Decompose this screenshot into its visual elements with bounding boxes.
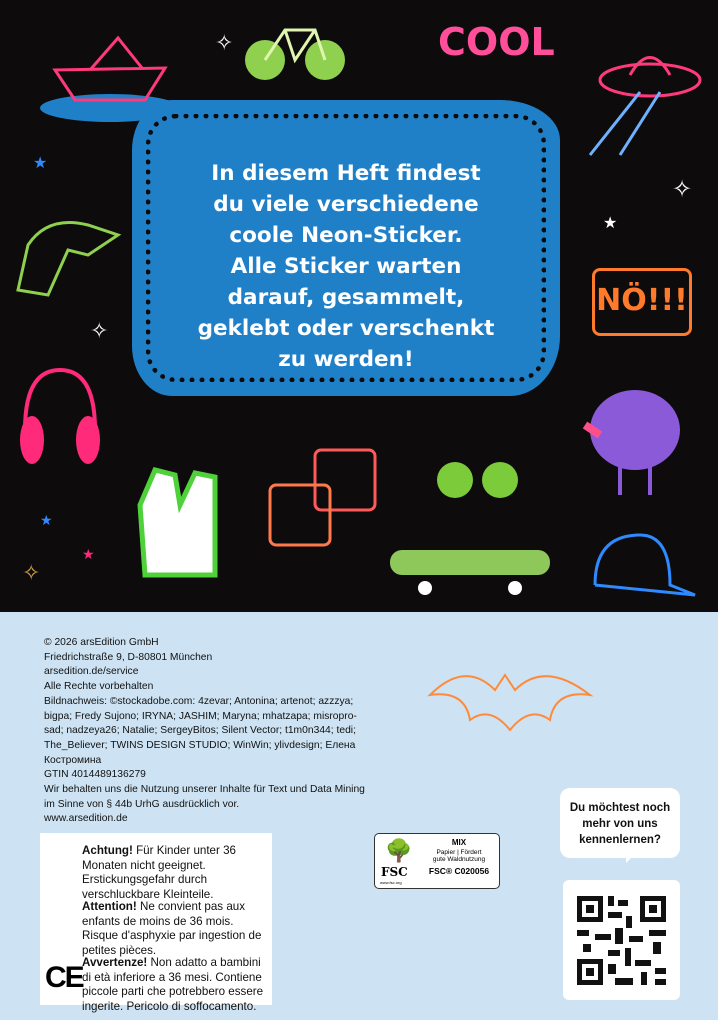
sparkle-icon: ✧	[215, 30, 234, 55]
dinosaur-sticker	[8, 205, 123, 300]
blurb-line: In diesem Heft findest	[211, 161, 481, 186]
fsc-label	[374, 833, 500, 889]
bicycle-sticker	[240, 15, 350, 85]
fsc-desc: gute Waldnutzung	[432, 856, 486, 863]
star-icon: ★	[82, 546, 95, 562]
noe-text: NÖ!!!	[596, 283, 688, 318]
skateboard-sticker	[385, 540, 555, 600]
qr-code[interactable]	[563, 880, 680, 1000]
warning-de	[82, 844, 272, 902]
noe-sticker	[592, 268, 692, 336]
headphones-sticker	[10, 360, 110, 470]
fsc-text-block	[419, 838, 499, 876]
ce-mark: CE	[45, 961, 83, 994]
fsc-desc: Papier | Fördert	[436, 849, 482, 856]
star-icon: ★	[33, 155, 48, 172]
blurb-line: zu werden!	[278, 347, 414, 372]
bat-sticker	[425, 650, 595, 740]
imprint-line: Wir behalten uns die Nutzung unserer Inhalte für Text und Data Mining im Sinne von § 44b UrhG ausdrücklich vor.	[44, 784, 365, 810]
blurb-box	[132, 100, 560, 396]
imprint-line: Bildnachweis: ©stockadobe.com: 4zevar; Antonina; artenot; azzzya; bigpa; Fredy Sujono; IRYNA; JASHIM; Maryna; mhatzapa; misropro-sad; nadzeya26; Natalie; SergeyBitos; Silent Vector; t1m0n344; tedi; The_Believer; TWINS DESIGN STUDIO; WinWin; ylivdesign; Елена Костромина	[44, 695, 357, 766]
imprint-line: Alle Rechte vorbehalten	[44, 681, 154, 693]
sparkle-icon: ✧	[672, 176, 693, 203]
monster-sticker	[575, 375, 685, 500]
blurb-text	[132, 158, 560, 375]
sunglasses-sticker	[430, 445, 530, 505]
imprint	[44, 636, 374, 827]
speech-bubble: Du möchtest noch mehr von uns kennenlernen?	[560, 788, 680, 858]
warning-text: Für Kinder unter 36 Monaten nicht geeignet. Erstickungsgefahr durch verschluckbare Kleinteile.	[82, 844, 236, 901]
fsc-url: www.fsc.org	[380, 880, 402, 885]
cool-sticker: COOL	[438, 20, 555, 64]
blurb-line: geklebt oder verschenkt	[197, 316, 495, 341]
imprint-line: GTIN 4014489136279	[44, 769, 146, 781]
warning-it	[82, 956, 272, 1014]
star-icon: ★	[40, 512, 53, 528]
safety-warning-box	[40, 833, 272, 1013]
qr-code-icon	[563, 880, 680, 1000]
fsc-code: FSC® C020056	[428, 866, 490, 876]
fsc-mix: MIX	[451, 838, 467, 847]
warning-heading: Avvertenze!	[82, 956, 148, 969]
sparkle-icon: ✧	[90, 318, 109, 343]
warning-fr	[82, 900, 272, 958]
imprint-line: arsedition.de/service	[44, 666, 139, 678]
imprint-line: © 2026 arsEdition GmbH	[44, 637, 159, 648]
blurb-line: du viele verschiedene	[213, 192, 479, 217]
blurb-line: darauf, gesammelt,	[227, 285, 465, 310]
imprint-line: Friedrichstraße 9, D-80801 München	[44, 651, 213, 663]
sparkle-icon: ✧	[22, 560, 41, 585]
fsc-tree-icon: 🌳	[385, 838, 413, 863]
blurb-line: coole Neon-Sticker.	[229, 223, 463, 248]
cap-sticker	[580, 525, 700, 605]
ufo-sticker	[570, 30, 710, 160]
peace-hand-sticker	[135, 465, 225, 585]
blurb-line: Alle Sticker warten	[230, 254, 462, 279]
warning-heading: Attention!	[82, 900, 137, 913]
warning-heading: Achtung!	[82, 844, 133, 857]
star-icon: ★	[603, 215, 618, 232]
dice-sticker	[265, 440, 385, 560]
warning-text: Ne convient pas aux enfants de moins de 36 mois. Risque d'asphyxie par ingestion de petites pièces.	[82, 900, 262, 957]
imprint-line: www.arsedition.de	[44, 813, 128, 825]
warning-text: Non adatto a bambini di età inferiore a 36 mesi. Contiene piccole parti che potrebbero essere ingerite. Pericolo di soffocamento.	[82, 956, 264, 1013]
fsc-logo: FSC	[381, 865, 408, 879]
